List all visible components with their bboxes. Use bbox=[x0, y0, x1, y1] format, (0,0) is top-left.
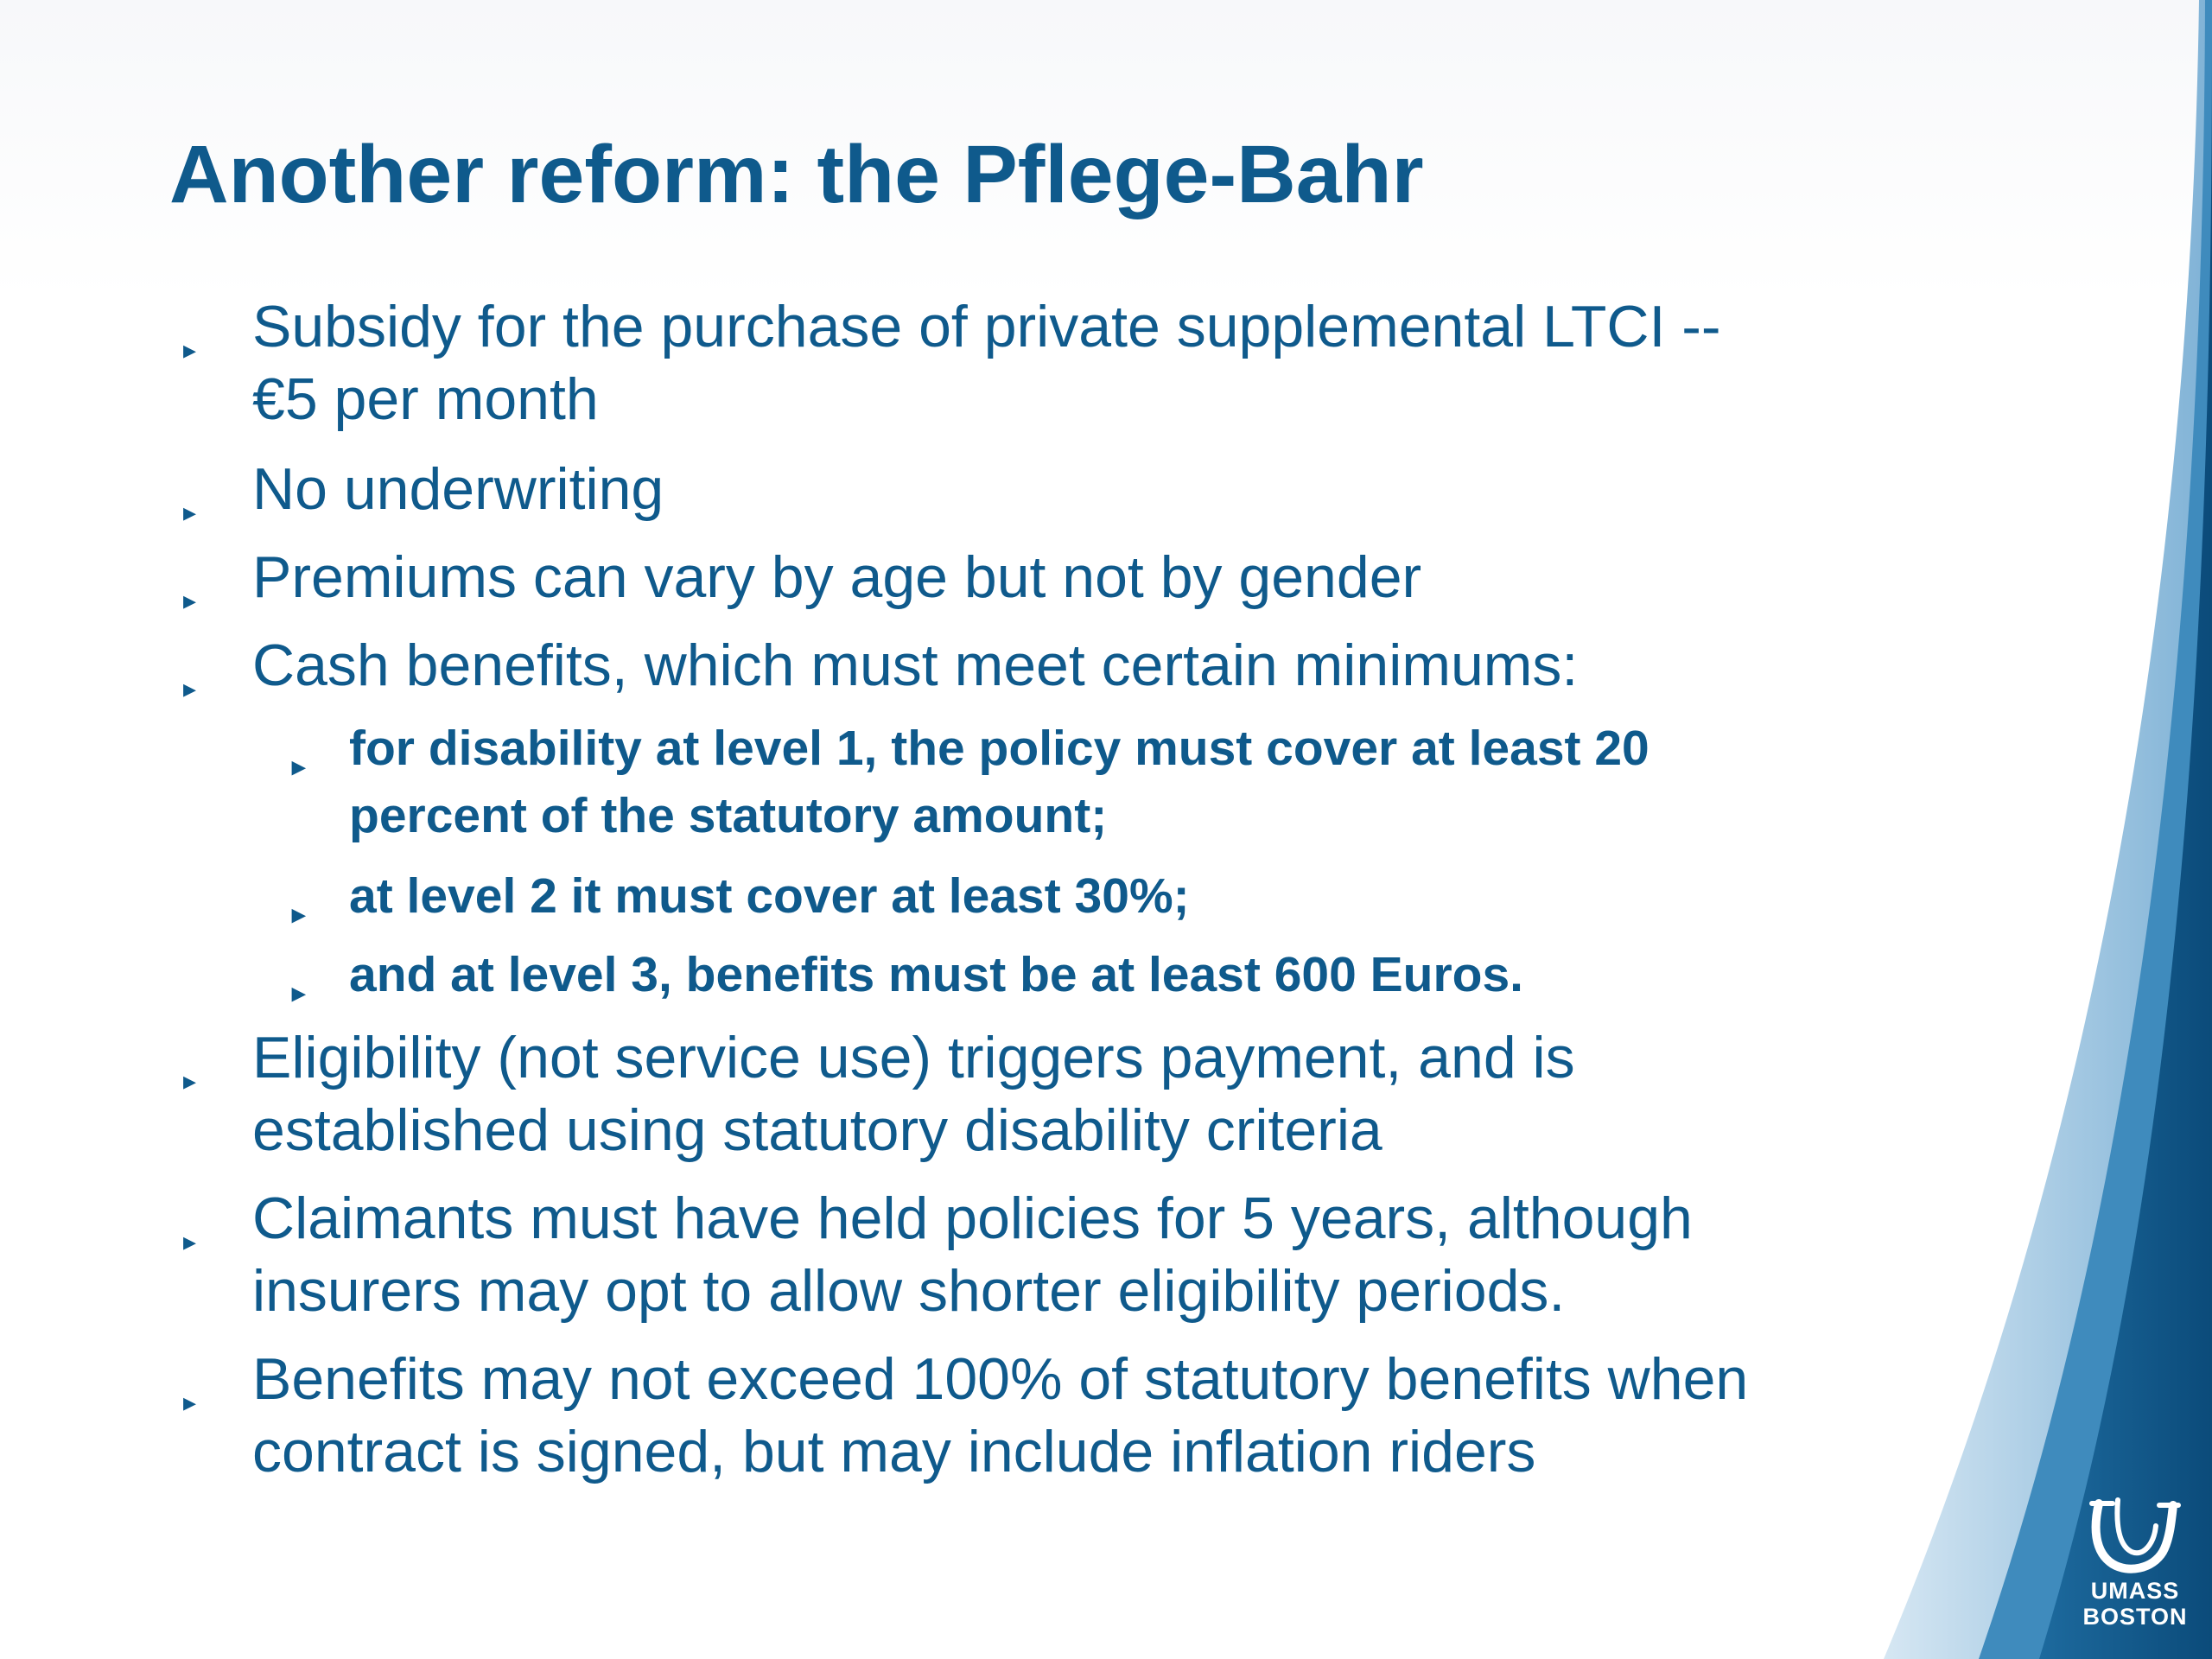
bullet-item bbox=[183, 1182, 1693, 1327]
triangle-bullet-icon: ▸ bbox=[183, 499, 197, 527]
sub-bullet-item bbox=[292, 715, 1649, 849]
triangle-bullet-icon: ▸ bbox=[292, 900, 306, 929]
bullet-item bbox=[183, 1343, 1749, 1488]
bullet-text-line: Premiums can vary by age but not by gender bbox=[252, 544, 1422, 610]
bullet-text-line: contract is signed, but may include inflation riders bbox=[252, 1419, 1536, 1484]
triangle-bullet-icon: ▸ bbox=[183, 675, 197, 703]
slide-title: Another reform: the Pflege-Bahr bbox=[169, 129, 1424, 220]
bullet-text-line: Benefits may not exceed 100% of statutory benefits when bbox=[252, 1346, 1749, 1412]
sub-bullet-text-line: at level 2 it must cover at least 30%; bbox=[349, 868, 1190, 924]
sub-bullet-item bbox=[292, 941, 1524, 1008]
sub-bullet-text-line: percent of the statutory amount; bbox=[349, 788, 1108, 843]
triangle-bullet-icon: ▸ bbox=[183, 1389, 197, 1417]
umass-boston-logo bbox=[2081, 1491, 2190, 1647]
bullet-item bbox=[183, 453, 664, 527]
triangle-bullet-icon: ▸ bbox=[183, 1228, 197, 1256]
umass-u-icon bbox=[2087, 1491, 2183, 1578]
sub-bullet-item bbox=[292, 862, 1190, 930]
bullet-text-line: Claimants must have held policies for 5 years, although bbox=[252, 1185, 1693, 1251]
bullet-item bbox=[183, 629, 1579, 703]
bullet-item bbox=[183, 541, 1422, 615]
sub-bullet-text-line: for disability at level 1, the policy must cover at least 20 bbox=[349, 721, 1649, 776]
bullet-item bbox=[183, 1021, 1575, 1166]
bullet-text-line: insurers may opt to allow shorter eligibility periods. bbox=[252, 1258, 1566, 1324]
bullet-text-line: No underwriting bbox=[252, 456, 664, 522]
triangle-bullet-icon: ▸ bbox=[183, 587, 197, 615]
triangle-bullet-icon: ▸ bbox=[292, 979, 306, 1007]
bullet-text-line: €5 per month bbox=[252, 366, 599, 432]
sub-bullet-text-line: and at level 3, benefits must be at least 600 Euros. bbox=[349, 947, 1524, 1002]
logo-text-boston: BOSTON bbox=[2082, 1604, 2188, 1630]
bullet-text-line: established using statutory disability criteria bbox=[252, 1097, 1382, 1163]
triangle-bullet-icon: ▸ bbox=[292, 753, 306, 781]
triangle-bullet-icon: ▸ bbox=[183, 336, 197, 365]
logo-text-umass: UMASS bbox=[2090, 1578, 2180, 1604]
bullet-text-line: Cash benefits, which must meet certain minimums: bbox=[252, 632, 1579, 698]
bullet-text-line: Subsidy for the purchase of private supplemental LTCI -- bbox=[252, 294, 1721, 359]
triangle-bullet-icon: ▸ bbox=[183, 1067, 197, 1096]
bullet-item bbox=[183, 290, 1721, 435]
bullet-text-line: Eligibility (not service use) triggers payment, and is bbox=[252, 1025, 1575, 1090]
